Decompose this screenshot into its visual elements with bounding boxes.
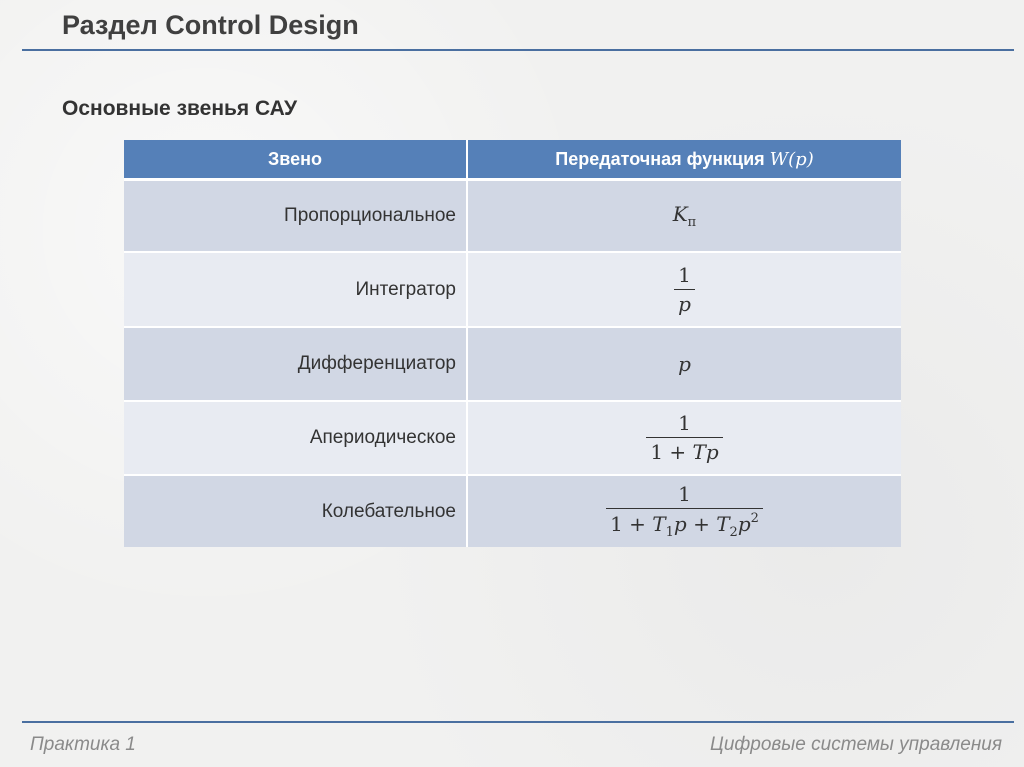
table-row: [124, 180, 901, 253]
table-row: [124, 327, 901, 401]
link-name: Интегратор: [124, 252, 467, 327]
header-link: Звено: [124, 140, 467, 180]
transfer-function: [467, 252, 901, 327]
table-row: [124, 401, 901, 475]
slide-title: Раздел Control Design: [62, 10, 359, 40]
link-name: Пропорциональное: [124, 180, 467, 253]
header-transfer-function: Передаточная функция W(p): [467, 140, 901, 180]
formula-integrator: $\frac{1}{p}$: [674, 264, 695, 316]
footer-divider: [22, 721, 1014, 723]
transfer-function: [467, 327, 901, 401]
link-name: Колебательное: [124, 475, 467, 547]
link-name: Апериодическое: [124, 401, 467, 475]
slide-subtitle: Основные звенья САУ: [62, 97, 298, 120]
transfer-function: [467, 180, 901, 253]
transfer-function: [467, 401, 901, 475]
link-name: Дифференциатор: [124, 327, 467, 401]
footer-practice-label: Практика 1: [30, 734, 136, 755]
transfer-function: [467, 475, 901, 547]
title-divider: [22, 49, 1014, 51]
footer-course-title: Цифровые системы управления: [710, 734, 1002, 755]
header-function-symbol: W(p): [769, 148, 814, 170]
formula-oscillatory: $\frac{1}{1 + T_1p + T_2p^2}$: [606, 483, 763, 541]
formula-differentiator: p: [678, 351, 691, 376]
links-table: [124, 140, 901, 547]
formula-proportional: $K_п$: [672, 202, 697, 230]
formula-aperiodic: $\frac{1}{1 + Tp}$: [646, 412, 722, 464]
table-header-row: [124, 140, 901, 180]
table-row: [124, 252, 901, 327]
table-row: [124, 475, 901, 547]
